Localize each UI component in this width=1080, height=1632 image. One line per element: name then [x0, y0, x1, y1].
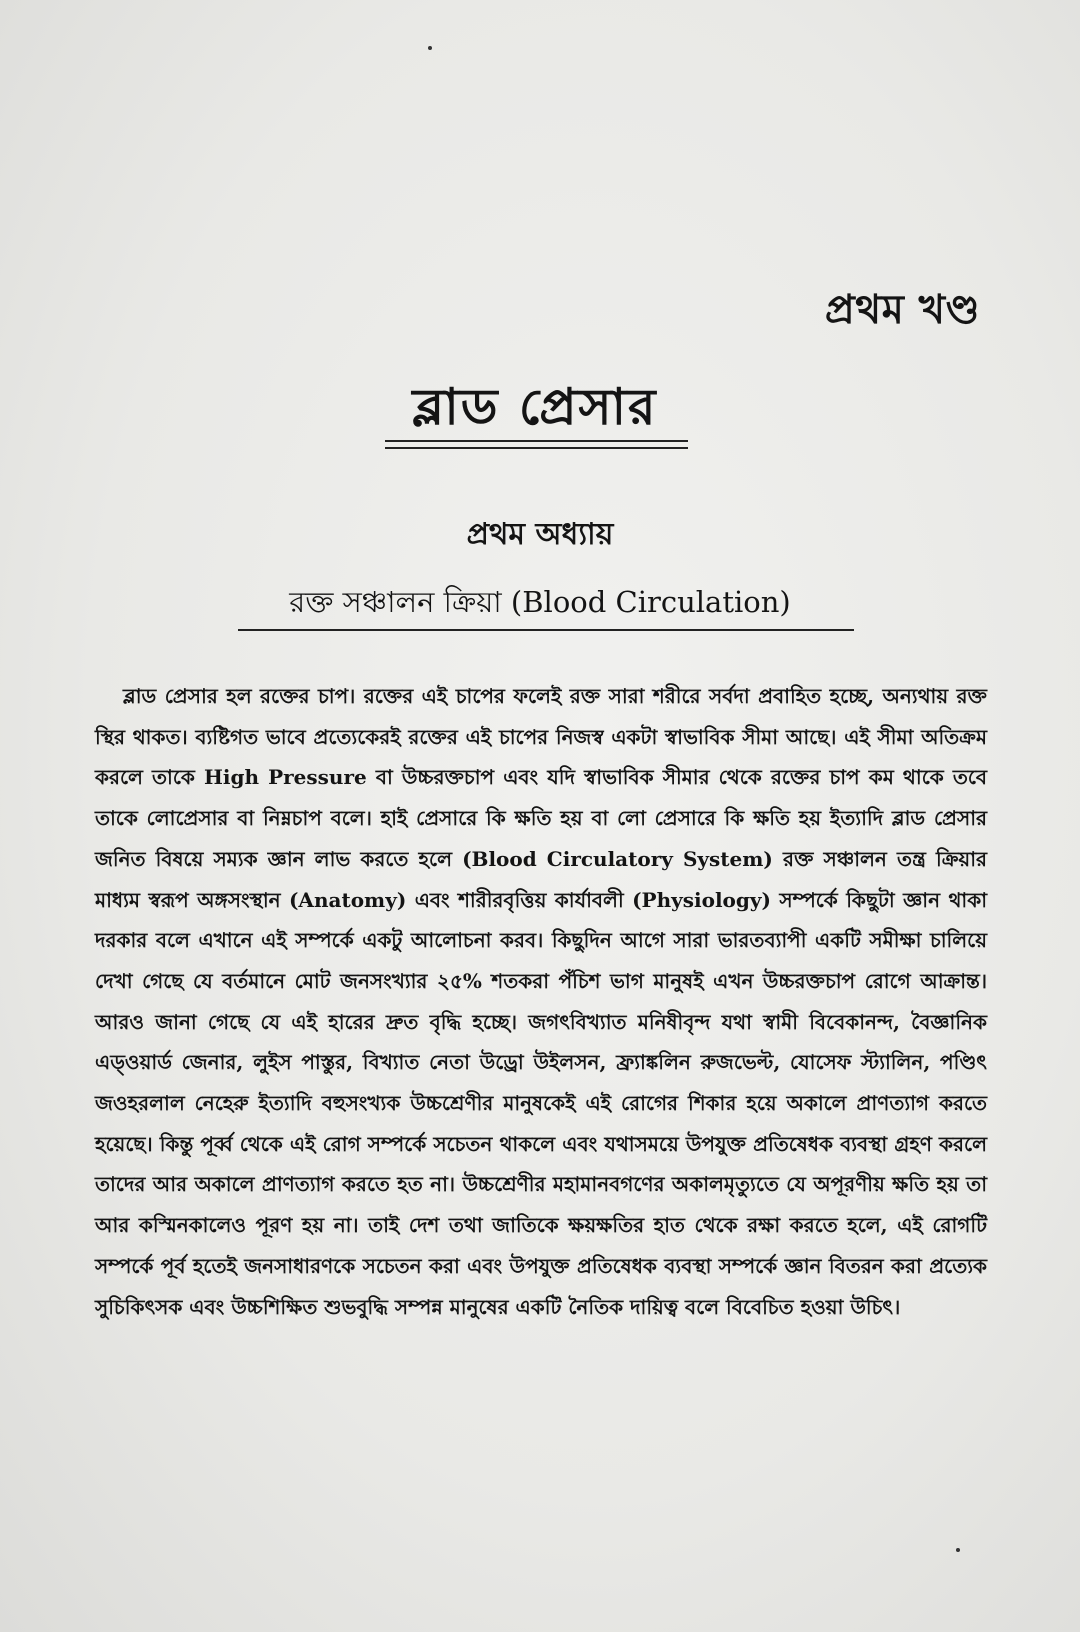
chapter-title: প্রথম অধ্যায় [466, 517, 614, 552]
title-underline-second [385, 447, 688, 449]
paper-speck [956, 1548, 960, 1552]
subheading: রক্ত সঞ্চালন ক্রিয়া (Blood Circulation) [289, 585, 791, 619]
section-label: প্রথম খণ্ড [824, 286, 980, 333]
title-underline [385, 440, 688, 442]
body-paragraph: ব্লাড প্রেসার হল রক্তের চাপ। রক্তের এই চাপের ফলেই রক্ত সারা শরীরে সর্বদা প্রবাহিত হচ্ছে, অন্যথায় রক্ত স্থির থাকত। ব্যষ্টিগত ভাবে প্রত্যেকেরই রক্তের এই চাপের নিজস্ব একটা স্বাভাবিক সীমা আছে। এই সীমা অতিক্রম করলে তাকে High Pressure বা উচ্চরক্তচাপ এবং যদি স্বাভাবিক সীমার থেকে রক্তের চাপ কম থাকে তবে তাকে লোপ্রেসার বা নিম্নচাপ বলে। হাই প্রেসারে কি ক্ষতি হয় বা লো প্রেসারে কি ক্ষতি হয় ইত্যাদি ব্লাড প্রেসার জনিত বিষয়ে সম্যক জ্ঞান লাভ করতে হলে (Blood Circulatory System) রক্ত সঞ্চালন তন্ত্র ক্রিয়ার মাধ্যম স্বরূপ অঙ্গসংস্থান (Anatomy) এবং শারীরবৃত্তিয় কার্যাবলী (Physiology) সম্পর্কে কিছুটা জ্ঞান থাকা দরকার বলে এখানে এই সম্পর্কে একটু আলোচনা করব। কিছুদিন আগে সারা ভারতব্যাপী একটি সমীক্ষা চালিয়ে দেখা গেছে যে বর্তমানে মোট জনসংখ্যার ২৫% শতকরা পঁচিশ ভাগ মানুষই এখন উচ্চরক্তচাপ রোগে আক্রান্ত। আরও জানা গেছে যে এই হারের দ্রুত বৃদ্ধি হচ্ছে। জগৎবিখ্যাত মনিষীবৃন্দ যথা স্বামী বিবেকানন্দ, বৈজ্ঞানিক এড্‌ওয়ার্ড জেনার, লুইস পাস্তুর, বিখ্যাত নেতা উড্রো উইলসন, ফ্র্যাঙ্কলিন রুজভেল্ট, যোসেফ স্ট্যালিন, পণ্ডিৎ জওহরলাল নেহেরু ইত্যাদি বহুসংখ্যক উচ্চশ্রেণীর মানুষকেই এই রোগের শিকার হয়ে অকালে প্রাণত্যাগ করতে হয়েছে। কিন্তু পূর্ব্ব থেকে এই রোগ সম্পর্কে সচেতন থাকলে এবং যথাসময়ে উপযুক্ত প্রতিষেধক ব্যবস্থা গ্রহণ করলে তাদের আর অকালে প্রাণত্যাগ করতে হত না। উচ্চশ্রেণীর মহামানবগণের অকালমৃত্যুতে যে অপূরণীয় ক্ষতি হয় তা আর কস্মিনকালেও পূরণ হয় না। তাই দেশ তথা জাতিকে ক্ষয়ক্ষতির হাত থেকে রক্ষা করতে হলে, এই রোগটি সম্পর্কে পূর্ব হতেই জনসাধারণকে সচেতন করা এবং উপযুক্ত প্রতিষেধক ব্যবস্থা সম্পর্কে জ্ঞান বিতরন করা প্রত্যেক সুচিকিৎসক এবং উচ্চশিক্ষিত শুভবুদ্ধি সম্পন্ন মানুষের একটি নৈতিক দায়িত্ব বলে বিবেচিত হওয়া উচিৎ। [95, 684, 987, 1319]
main-title: ব্লাড প্রেসার [412, 377, 658, 436]
paper-speck [428, 46, 432, 50]
subheading-underline [238, 629, 854, 631]
